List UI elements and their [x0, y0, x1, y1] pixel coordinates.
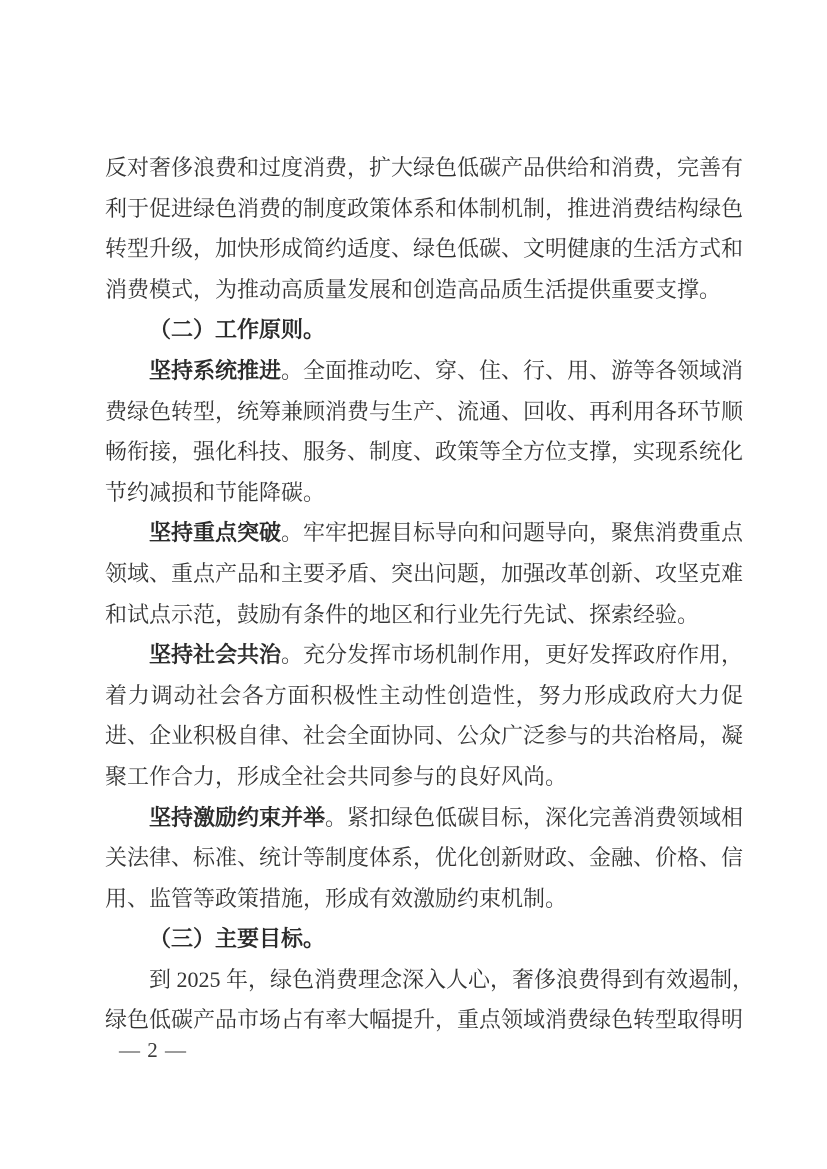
body-text: 反对奢侈浪费和过度消费，扩大绿色低碳产品供给和消费，完善有 [105, 155, 744, 180]
text-line [105, 798, 743, 839]
text-line [105, 879, 743, 920]
body-text: 费绿色转型，统筹兼顾消费与生产、流通、回收、再利用各环节顺 [105, 398, 744, 424]
paragraph-2025-goals [105, 960, 755, 1041]
text-line [105, 838, 743, 879]
body-text: 消费模式，为推动高质量发展和创造高品质生活提供重要支撑。 [105, 276, 722, 302]
text-line [105, 716, 743, 757]
text-line [105, 757, 743, 798]
body-text: 着力调动社会各方面积极性主动性创造性，努力形成政府大力促 [105, 682, 743, 708]
heading-text: （三）主要目标。 [149, 926, 326, 952]
lead-in-bold-text: 坚持社会共治 [149, 642, 282, 668]
body-text: 。全面推动吃、穿、住、行、用、游等各领域消 [281, 357, 744, 383]
heading-work-principles [105, 310, 743, 351]
paragraph-adhere-incentives-and-constraints [105, 798, 743, 920]
text-line [105, 270, 743, 311]
text-line [105, 432, 743, 473]
paragraph-adhere-social-co-governance [105, 635, 743, 797]
lead-in-bold-text: 坚持重点突破 [149, 520, 282, 546]
body-text: 节约减损和节能降碳。 [105, 479, 326, 505]
text-line [105, 960, 755, 1001]
body-text: 。紧扣绿色低碳目标，深化完善消费领域相 [325, 804, 744, 830]
paragraph-intro-continuation [105, 148, 743, 310]
text-line [105, 229, 743, 270]
text-line [105, 189, 743, 230]
paragraph-adhere-systematic-advancement [105, 351, 743, 513]
body-text: 和试点示范，鼓励有条件的地区和行业先行先试、探索经验。 [105, 601, 700, 627]
text-line [105, 595, 743, 636]
document-text-block [105, 148, 755, 1041]
body-text: 。充分发挥市场机制作用，更好发挥政府作用， [281, 642, 744, 668]
body-text: 到 2025 年，绿色消费理念深入人心，奢侈浪费得到有效遏制， [149, 966, 755, 992]
body-text: 。牢牢把握目标导向和问题导向，聚焦消费重点 [281, 520, 744, 546]
text-line [105, 351, 743, 392]
heading-main-objectives [105, 919, 743, 960]
body-text: 关法律、标准、统计等制度体系，优化创新财政、金融、价格、信 [105, 845, 744, 871]
text-line [105, 554, 743, 595]
heading-text: （二）工作原则。 [149, 317, 326, 343]
text-line [105, 635, 743, 676]
page-footer [119, 1038, 187, 1062]
text-line [105, 676, 743, 717]
page-number: — 2 — [119, 1038, 187, 1062]
body-text: 领域、重点产品和主要矛盾、突出问题，加强改革创新、攻坚克难 [105, 560, 744, 586]
paragraph-adhere-key-breakthroughs [105, 513, 743, 635]
body-text: 绿色低碳产品市场占有率大幅提升，重点领域消费绿色转型取得明 [105, 1007, 744, 1033]
body-text: 进、企业积极自律、社会全面协同、公众广泛参与的共治格局，凝 [105, 723, 744, 749]
body-text: 聚工作合力，形成全社会共同参与的良好风尚。 [105, 763, 568, 789]
text-line [105, 310, 743, 351]
body-text: 畅衔接，强化科技、服务、制度、政策等全方位支撑，实现系统化 [105, 439, 744, 465]
text-line [105, 392, 743, 433]
lead-in-bold-text: 坚持系统推进 [149, 357, 282, 383]
text-line [105, 148, 743, 189]
body-text: 利于促进绿色消费的制度政策体系和体制机制，推进消费结构绿色 [105, 195, 744, 221]
text-line [105, 1000, 743, 1041]
lead-in-bold-text: 坚持激励约束并举 [149, 804, 326, 830]
body-text: 转型升级，加快形成简约适度、绿色低碳、文明健康的生活方式和 [105, 236, 744, 262]
text-line [105, 473, 743, 514]
text-line [105, 513, 743, 554]
body-text: 用、监管等政策措施，形成有效激励约束机制。 [105, 885, 568, 911]
text-line [105, 919, 743, 960]
